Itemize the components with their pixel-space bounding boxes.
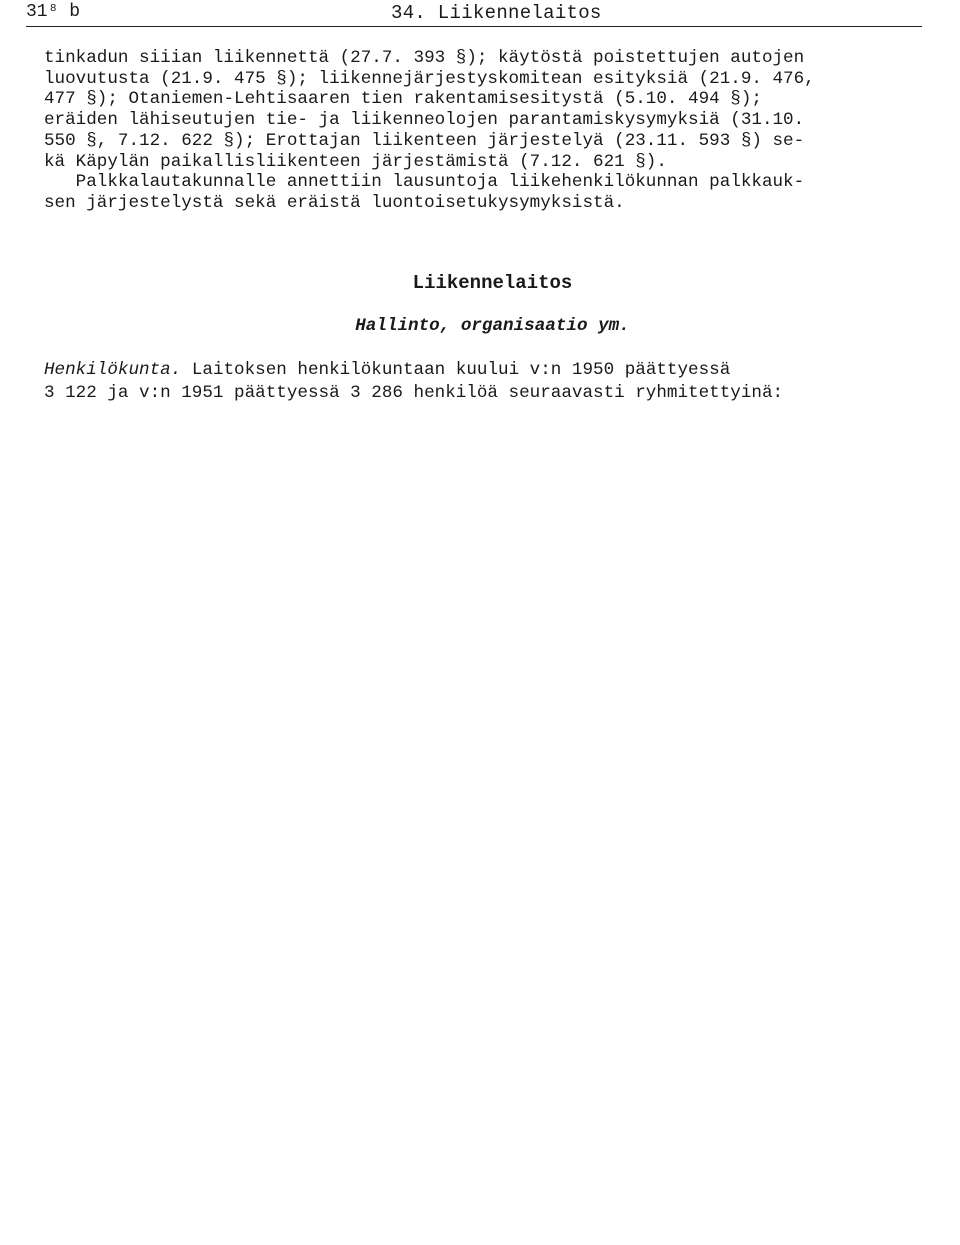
text-line: Laitoksen henkilökuntaan kuului v:n 1950 päättyessä (181, 360, 731, 380)
text-line: eräiden lähiseutujen tie- ja liikenneolojen parantamiskysymyksiä (31.10. (44, 110, 805, 131)
text-line: 477 §); Otaniemen-Lehtisaaren tien rakentamisesitystä (5.10. 494 §); (44, 89, 762, 110)
text-line: 550 §, 7.12. 622 §); Erottajan liikenteen järjestelyä (23.11. 593 §) se- (44, 130, 805, 151)
running-head: 34. Liikennelaitos (391, 2, 602, 24)
text-line: Palkkalautakunnalle annettiin lausuntoja liikehenkilökunnan palkkauk- (44, 172, 805, 193)
text-line: sen järjestelystä sekä eräistä luontoisetukysymyksistä. (44, 192, 625, 213)
staff-paragraph (44, 359, 944, 405)
run-in-heading: Henkilökunta. (44, 360, 182, 380)
page-number: 31⁸ b (26, 2, 81, 22)
text-line: tinkadun siiian liikennettä (27.7. 393 §); käytöstä poistettujen autojen (44, 48, 805, 68)
text-line: 3 122 ja v:n 1951 päättyessä 3 286 henkilöä seuraavasti ryhmitettyinä: (44, 383, 784, 403)
section-subtitle: Hallinto, organisaatio ym. (355, 316, 630, 336)
text-line: luovutusta (21.9. 475 §); liikennejärjestyskomitean esityksiä (21.9. 476, (44, 68, 815, 89)
text-line: kä Käpylän paikallisliikenteen järjestämistä (7.12. 621 §). (44, 151, 667, 172)
page-header (26, 0, 922, 27)
intro-paragraphs (44, 48, 944, 214)
section-title: Liikennelaitos (412, 272, 573, 294)
